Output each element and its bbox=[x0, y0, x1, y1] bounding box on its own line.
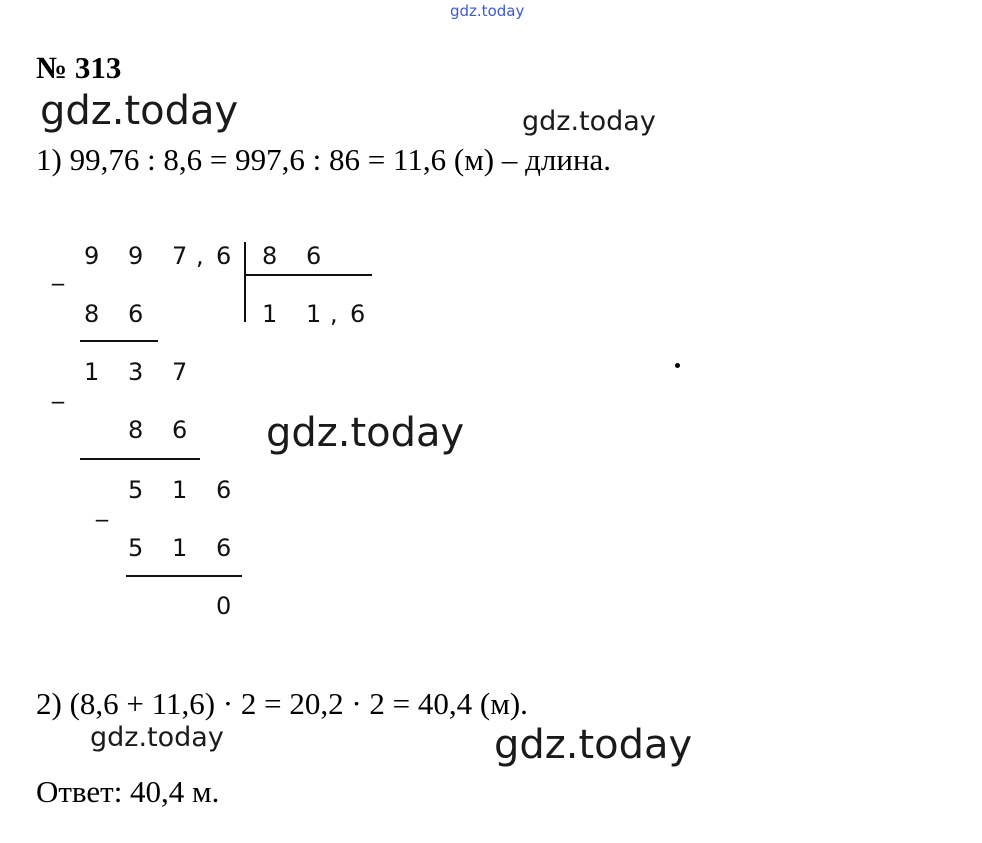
final-remainder: 0 bbox=[216, 592, 232, 620]
remainder-digit: 7 bbox=[172, 358, 188, 386]
division-bracket-horizontal bbox=[244, 274, 372, 276]
minus-sign: _ bbox=[52, 258, 64, 286]
remainder-digit: 3 bbox=[128, 358, 144, 386]
subtrahend-digit: 8 bbox=[84, 300, 100, 328]
dividend-digit: 6 bbox=[216, 242, 232, 270]
divisor-digit: 8 bbox=[262, 242, 278, 270]
quotient-digit: 6 bbox=[350, 300, 366, 328]
dividend-digit: 9 bbox=[128, 242, 144, 270]
dividend-digit: 7 bbox=[172, 242, 188, 270]
subtrahend-digit: 6 bbox=[172, 416, 188, 444]
subtrahend-digit: 5 bbox=[128, 534, 144, 562]
subtraction-line bbox=[80, 340, 158, 342]
subtrahend-digit: 6 bbox=[128, 300, 144, 328]
remainder-digit: 1 bbox=[84, 358, 100, 386]
divisor-digit: 6 bbox=[306, 242, 322, 270]
dividend-digit: 9 bbox=[84, 242, 100, 270]
dot-mark bbox=[675, 363, 680, 368]
solution-step-2: 2) (8,6 + 11,6) · 2 = 20,2 · 2 = 40,4 (м). bbox=[36, 686, 528, 721]
subtrahend-digit: 1 bbox=[172, 534, 188, 562]
solution-step-1: 1) 99,76 : 8,6 = 997,6 : 86 = 11,6 (м) – длина. bbox=[36, 142, 612, 177]
quotient-digit: 1 bbox=[262, 300, 278, 328]
subtraction-line bbox=[80, 458, 200, 460]
dividend-digit: , bbox=[196, 242, 204, 270]
watermark-large-2: gdz.today bbox=[266, 410, 465, 456]
quotient-digit: , bbox=[330, 300, 338, 328]
watermark-medium-1: gdz.today bbox=[522, 106, 656, 137]
division-bracket-vertical bbox=[244, 242, 246, 322]
watermark-large-3: gdz.today bbox=[494, 722, 693, 768]
minus-sign: _ bbox=[52, 376, 64, 404]
remainder-digit: 1 bbox=[172, 476, 188, 504]
watermark-large-1: gdz.today bbox=[40, 88, 239, 134]
watermark-medium-2: gdz.today bbox=[90, 722, 224, 753]
minus-sign: _ bbox=[96, 494, 108, 522]
problem-number: № 313 bbox=[36, 50, 122, 85]
answer: Ответ: 40,4 м. bbox=[36, 774, 220, 809]
quotient-digit: 1 bbox=[306, 300, 322, 328]
subtraction-line bbox=[126, 575, 242, 577]
remainder-digit: 6 bbox=[216, 476, 232, 504]
subtrahend-digit: 6 bbox=[216, 534, 232, 562]
remainder-digit: 5 bbox=[128, 476, 144, 504]
subtrahend-digit: 8 bbox=[128, 416, 144, 444]
watermark-top: gdz.today bbox=[450, 2, 525, 20]
